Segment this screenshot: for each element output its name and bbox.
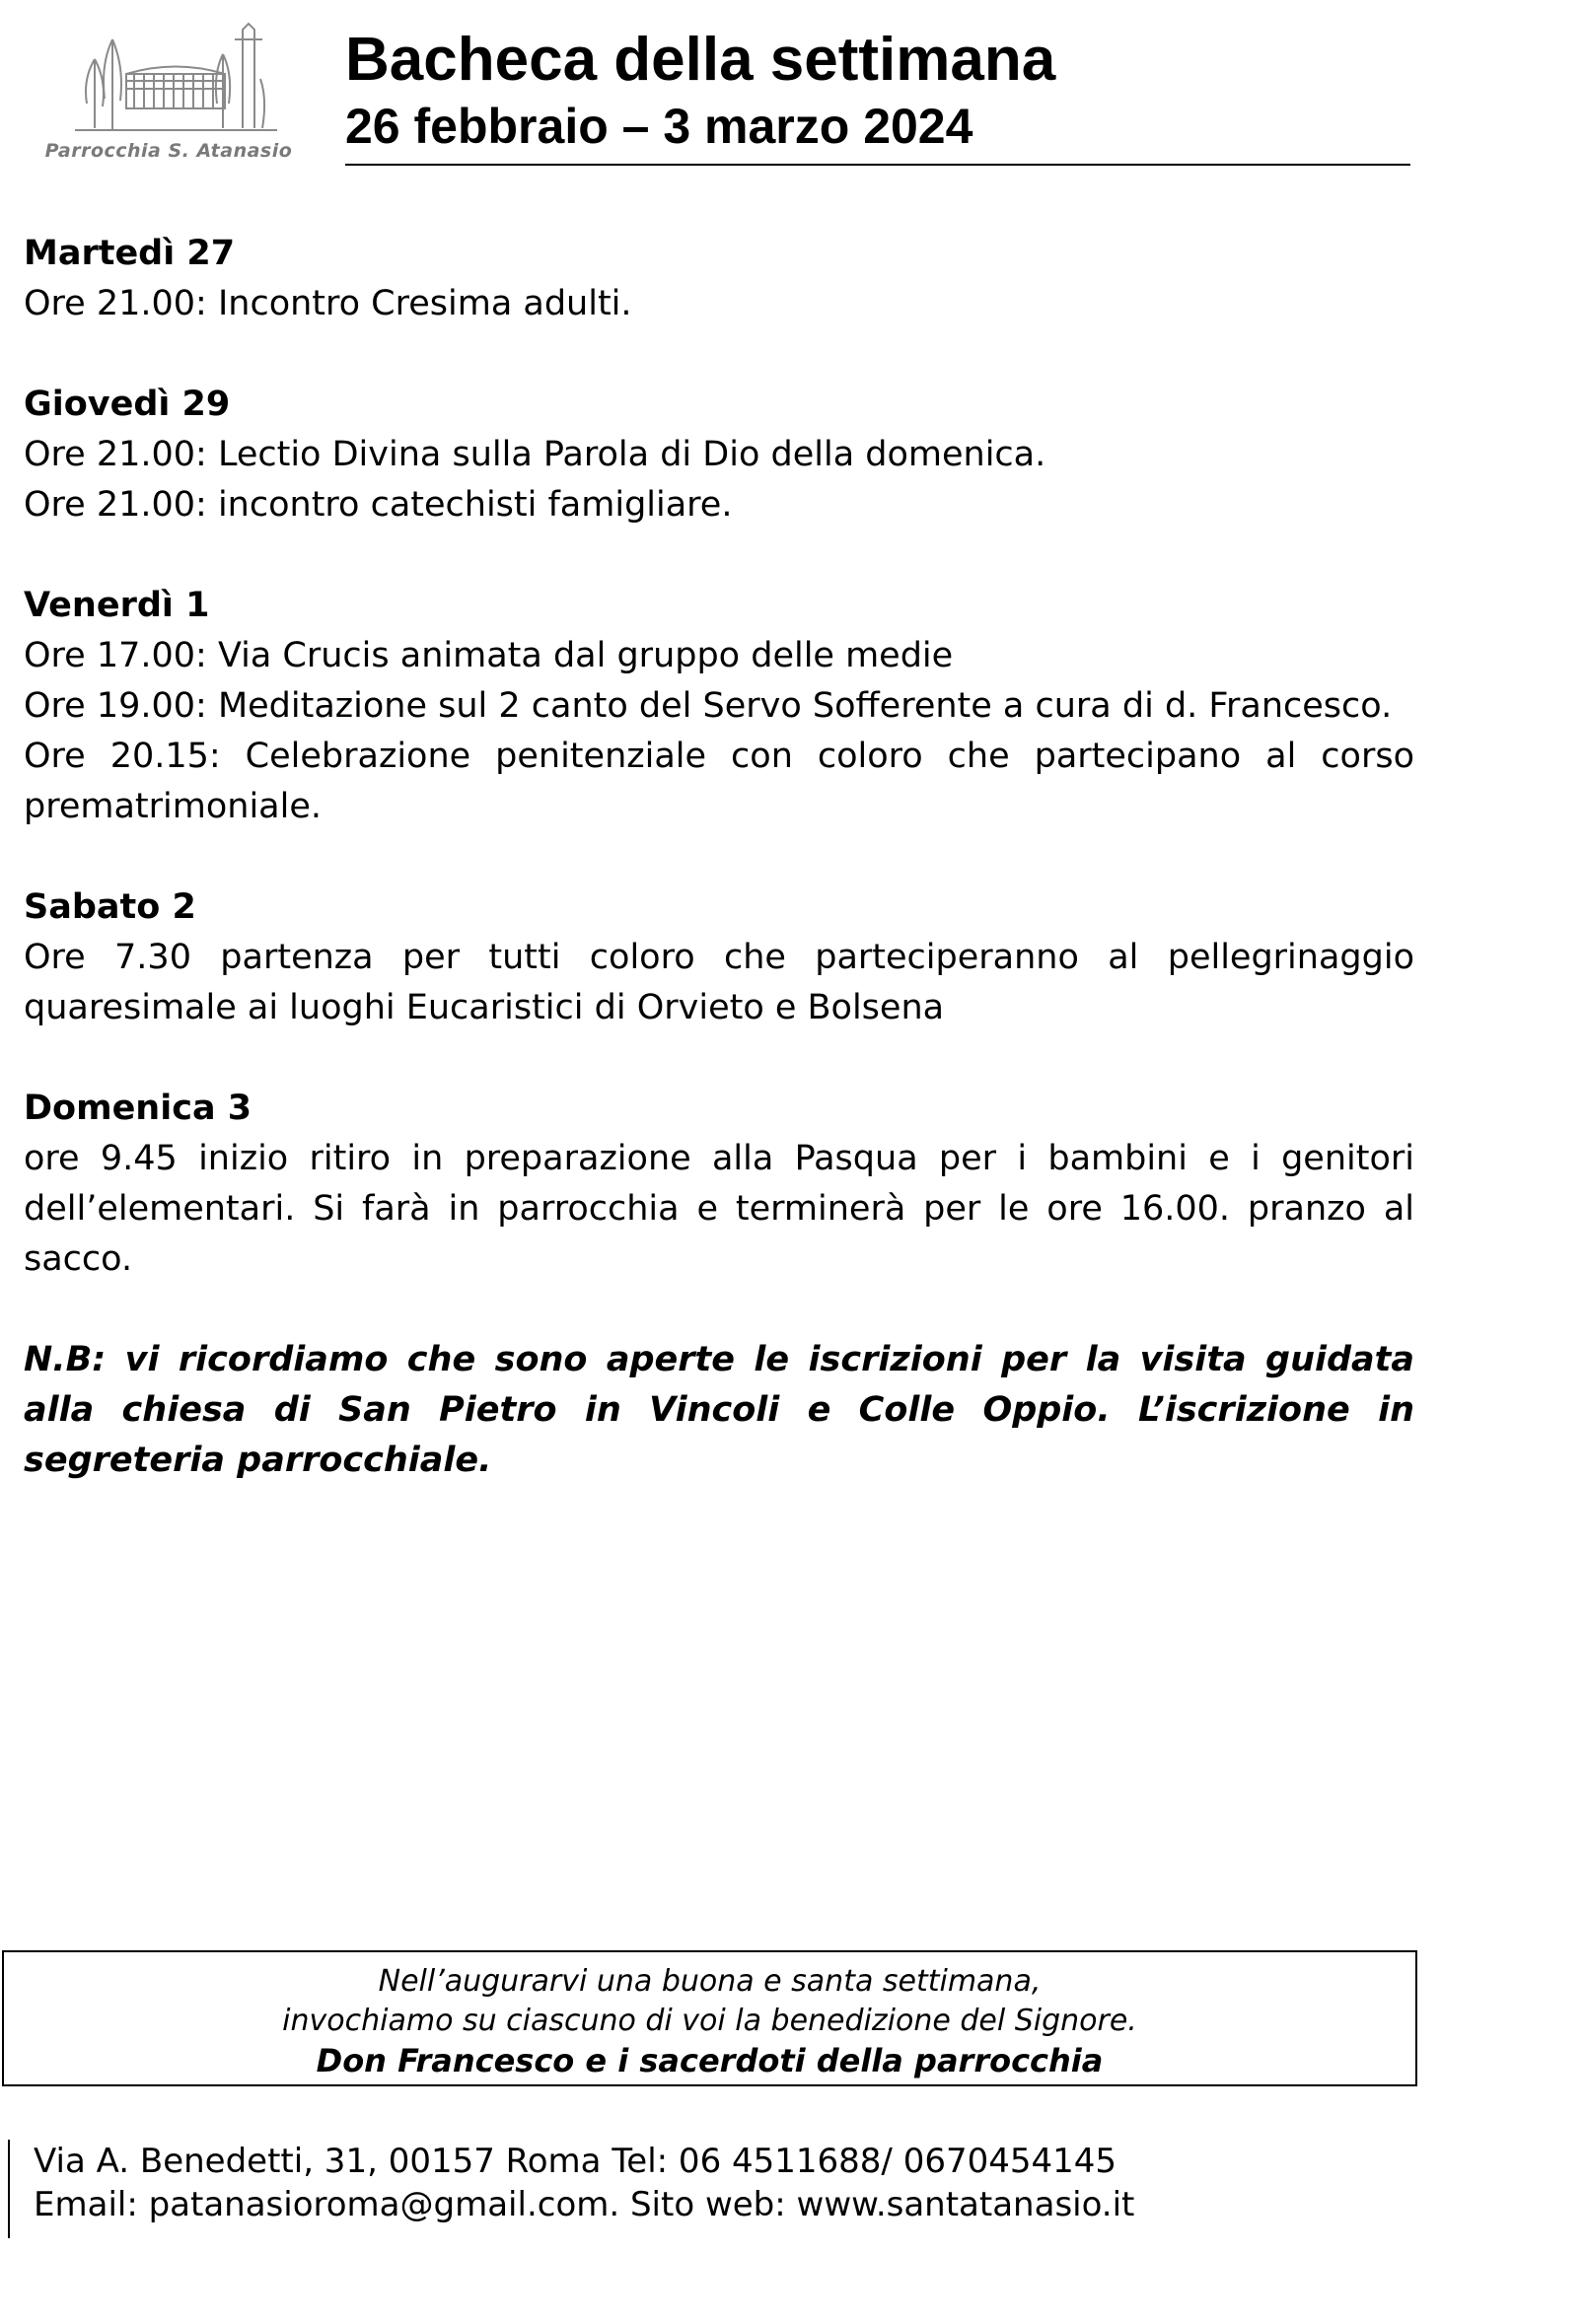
page-title: Bacheca della settimana bbox=[345, 26, 1056, 94]
schedule-entry: Ore 20.15: Celebrazione penitenziale con coloro che partecipano al corso prematrimoniale. bbox=[24, 737, 1414, 826]
signature: Don Francesco e i sacerdoti della parrocchia bbox=[316, 2042, 1104, 2079]
address-line: Via A. Benedetti, 31, 00157 Roma Tel: 06 4511688/ 0670454145 bbox=[34, 2142, 1117, 2181]
page-subtitle: 26 febbraio – 3 marzo 2024 bbox=[345, 99, 973, 154]
day-title: Venerdì 1 bbox=[24, 586, 210, 625]
greeting-line: Nell’augurarvi una buona e santa settimana, bbox=[378, 1964, 1042, 1999]
schedule-entry: Ore 7.30 partenza per tutti coloro che parteciperanno al pellegrinaggio quaresimale ai luoghi Eucaristici di Orvieto e Bolsena bbox=[24, 938, 1414, 1027]
schedule-entry: Ore 19.00: Meditazione sul 2 canto del Servo Sofferente a cura di d. Francesco. bbox=[24, 686, 1393, 726]
day-block-friday bbox=[24, 581, 1414, 832]
logo-caption: Parrocchia S. Atanasio bbox=[44, 140, 293, 162]
header-title-block bbox=[345, 24, 1410, 166]
day-block-tuesday bbox=[24, 229, 1414, 329]
church-drawing-icon bbox=[65, 20, 282, 138]
schedule-entry: Ore 21.00: Incontro Cresima adulti. bbox=[24, 284, 632, 323]
contact-footer bbox=[8, 2140, 1134, 2238]
closing-greeting-box bbox=[2, 1950, 1417, 2086]
parish-logo bbox=[26, 20, 312, 177]
day-title: Martedì 27 bbox=[24, 234, 236, 273]
blessing-line: invochiamo su ciascuno di voi la benedizione del Signore. bbox=[282, 2004, 1137, 2038]
day-title: Domenica 3 bbox=[24, 1089, 252, 1128]
schedule-entry: Ore 21.00: incontro catechisti famigliare. bbox=[24, 485, 733, 525]
weekly-schedule bbox=[24, 229, 1414, 1486]
schedule-entry: Ore 17.00: Via Crucis animata dal gruppo delle medie bbox=[24, 636, 954, 675]
contact-line: Email: patanasioroma@gmail.com. Sito web: www.santatanasio.it bbox=[34, 2185, 1135, 2224]
day-block-thursday bbox=[24, 380, 1414, 530]
day-title: Giovedì 29 bbox=[24, 385, 231, 424]
registration-note: N.B: vi ricordiamo che sono aperte le iscrizioni per la visita guidata alla chiesa di San Pietro in Vincoli e Colle Oppio. L’iscrizione in segreteria parrocchiale. bbox=[24, 1340, 1414, 1480]
day-block-sunday bbox=[24, 1084, 1414, 1285]
schedule-entry: ore 9.45 inizio ritiro in preparazione alla Pasqua per i bambini e i genitori dell’elementari. Si farà in parrocchia e terminerà per le ore 16.00. pranzo al sacco. bbox=[24, 1139, 1414, 1279]
schedule-entry: Ore 21.00: Lectio Divina sulla Parola di Dio della domenica. bbox=[24, 435, 1046, 474]
day-block-saturday bbox=[24, 882, 1414, 1033]
day-title: Sabato 2 bbox=[24, 887, 196, 927]
